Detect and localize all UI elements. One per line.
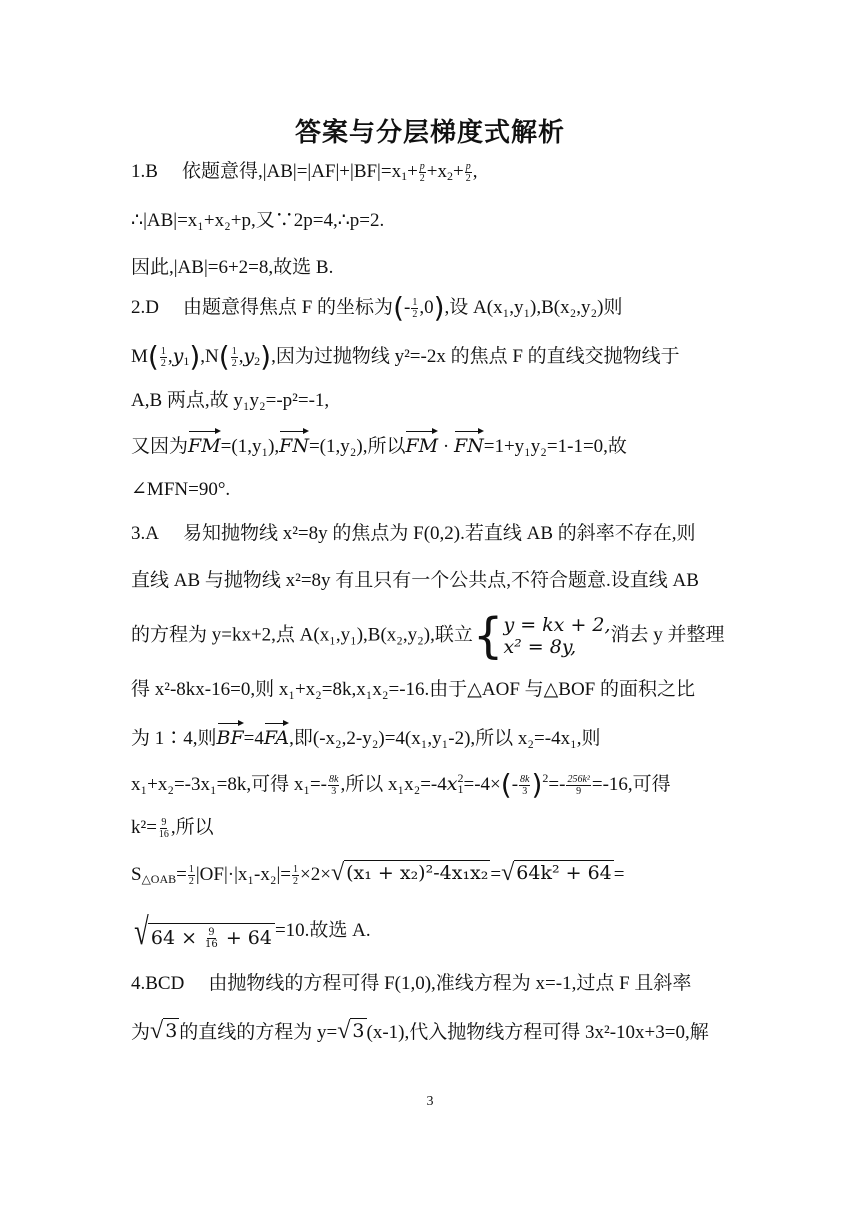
page-number: 3 (426, 1094, 434, 1109)
q1-number: 1.B (131, 161, 158, 182)
q3-line-2: 直线 AB 与抛物线 x²=8y 有且只有一个公共点,不符合题意.设直线 AB (131, 570, 699, 591)
q3-line-6: x₁+x₂=-3x₁=8k,可得 x₁=- $\frac{8k}{3}$ ,所以 $x_1x_2=-4x^2_1=-4\times(-$ $\frac{8k}{3}$ )$^2$=- $\frac{\text{256k²}}{9}$ =-16,可得 (131, 768, 671, 801)
q1-line-3: 因此,|AB|=6+2=8,故选 B. (131, 257, 334, 278)
q2-line-5: ∠MFN=90°. (131, 479, 231, 500)
q2-line-4: 又因为FM=(1,y₁),FN=(1,y₂),所以FM · FN=1+y₁y₂=1-1=0,故 (131, 435, 627, 457)
q3-number: 3.A (131, 523, 159, 544)
q3-line-9: √ 64 × $\frac{9}{16}$ + 64 =10.故选 A. (134, 911, 371, 953)
q1-line-2: ∴|AB|=x₁+x₂+p,又∵2p=4,∴p=2. (131, 210, 385, 231)
q3-line-1: 3.A 易知抛物线 x²=8y 的焦点为 F(0,2).若直线 AB 的斜率不存在,则 (131, 523, 696, 544)
page-title: 答案与分层梯度式解析 (294, 118, 565, 148)
q3-line-5: 为 1∶4,则BF=4FA,即(-x₂,2-y₂)=4(x₁,y₁-2),所以 x₂=-4x₁,则 (131, 727, 601, 749)
q2-line-2: M( $\frac{1}{2}$ $,y_1),N$( $\frac{1}{2}$ $,y_2$),因为过抛物线 y²=-2x 的焦点 F 的直线交抛物线于 (131, 340, 680, 373)
q3-line-8: $S_{\triangle OAB}=$ $\frac{1}{2}$ |OF|·|x₁-x₂|= $\frac{1}{2}$ ×2× √ (x₁ + x₂)²-4x₁x₂ = √ 64k² + 64 = (131, 860, 625, 888)
q4-line-2: 为 √ 3 的直线的方程为 y= √ 3 (x-1),代入抛物线方程可得 3x²-10x+3=0,解 (131, 1018, 709, 1044)
q2-number: 2.D (131, 297, 159, 318)
q4-line-1: 4.BCD 由抛物线的方程可得 F(1,0),准线方程为 x=-1,过点 F 且斜率 (131, 973, 692, 994)
q3-line-7: k²= $\frac{9}{16}$ ,所以 (131, 817, 214, 841)
q4-number: 4.BCD (131, 973, 185, 994)
q2-line-3: A,B 两点,故 y₁y₂=-p²=-1, (131, 390, 330, 411)
q3-line-4: 得 x²-8kx-16=0,则 x₁+x₂=8k,x₁x₂=-16.由于△AOF 与△BOF 的面积之比 (131, 679, 695, 700)
q3-line-3: 的方程为 y=kx+2,点 A(x₁,y₁),B(x₂,y₂),联立 { y = kx + 2, x² = 8y, 消去 y 并整理 (131, 608, 725, 664)
equation-system: { y = kx + 2, x² = 8y, (472, 608, 611, 664)
q2-line-1: 2.D 由题意得焦点 F 的坐标为(- $\frac{1}{2}$ ,0),设 A(x₁,y₁),B(x₂,y₂)则 (131, 291, 623, 324)
q1-line-1: 1.B 依题意得$,|AB|=|AF|+|BF|=x_1+$ $\frac{p}{2}$ $+x_2+$ $\frac{p}{2}$ , (131, 161, 478, 185)
